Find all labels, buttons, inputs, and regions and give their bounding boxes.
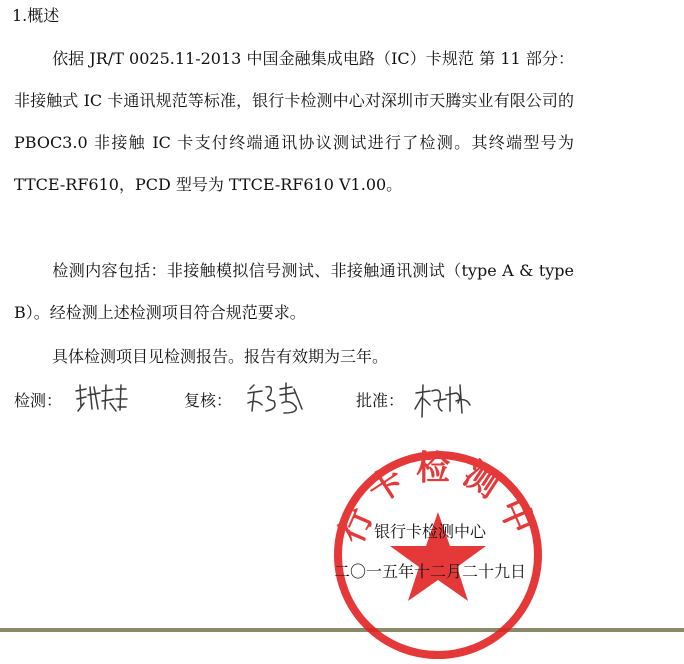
reviewer-signature [244,381,306,417]
issuer-block [300,512,560,592]
overview-paragraph-3 [14,336,574,378]
overview-paragraph-1-text: 依据 JR/T 0025.11-2013 中国金融集成电路（IC）卡规范 第 11 部分：非接触式 IC 卡通讯规范等标准，银行卡检测中心对深圳市天腾实业有限公司的 PBOC3.0 非接触 IC 卡支付终端通讯协议测试进行了检测。其终端型号为 TTCE-RF610，PCD 型号为 TTCE-RF610 V1.00。 [14,49,574,194]
signature-row [0,385,684,425]
overview-paragraph-1 [14,38,574,206]
overview-paragraph-3-text: 具体检测项目见检测报告。报告有效期为三年。 [52,347,389,366]
overview-paragraph-2 [14,250,574,334]
approver-label: 批准： [356,391,405,410]
tester-label: 检测： [14,391,63,410]
reviewer-label: 复核： [184,391,233,410]
tester-signature [72,381,130,415]
seal-text: 行卡检测中 [333,450,543,550]
issue-date: 二〇一五年十二月二十九日 [333,562,526,581]
approver-signature [412,381,474,421]
overview-paragraph-2-text: 检测内容包括：非接触模拟信号测试、非接触通讯测试（type A & type B）。经检测上述检测项目符合规范要求。 [14,261,574,322]
issuer-organization: 银行卡检测中心 [373,522,486,541]
section-title: 1.概述 [12,6,60,25]
